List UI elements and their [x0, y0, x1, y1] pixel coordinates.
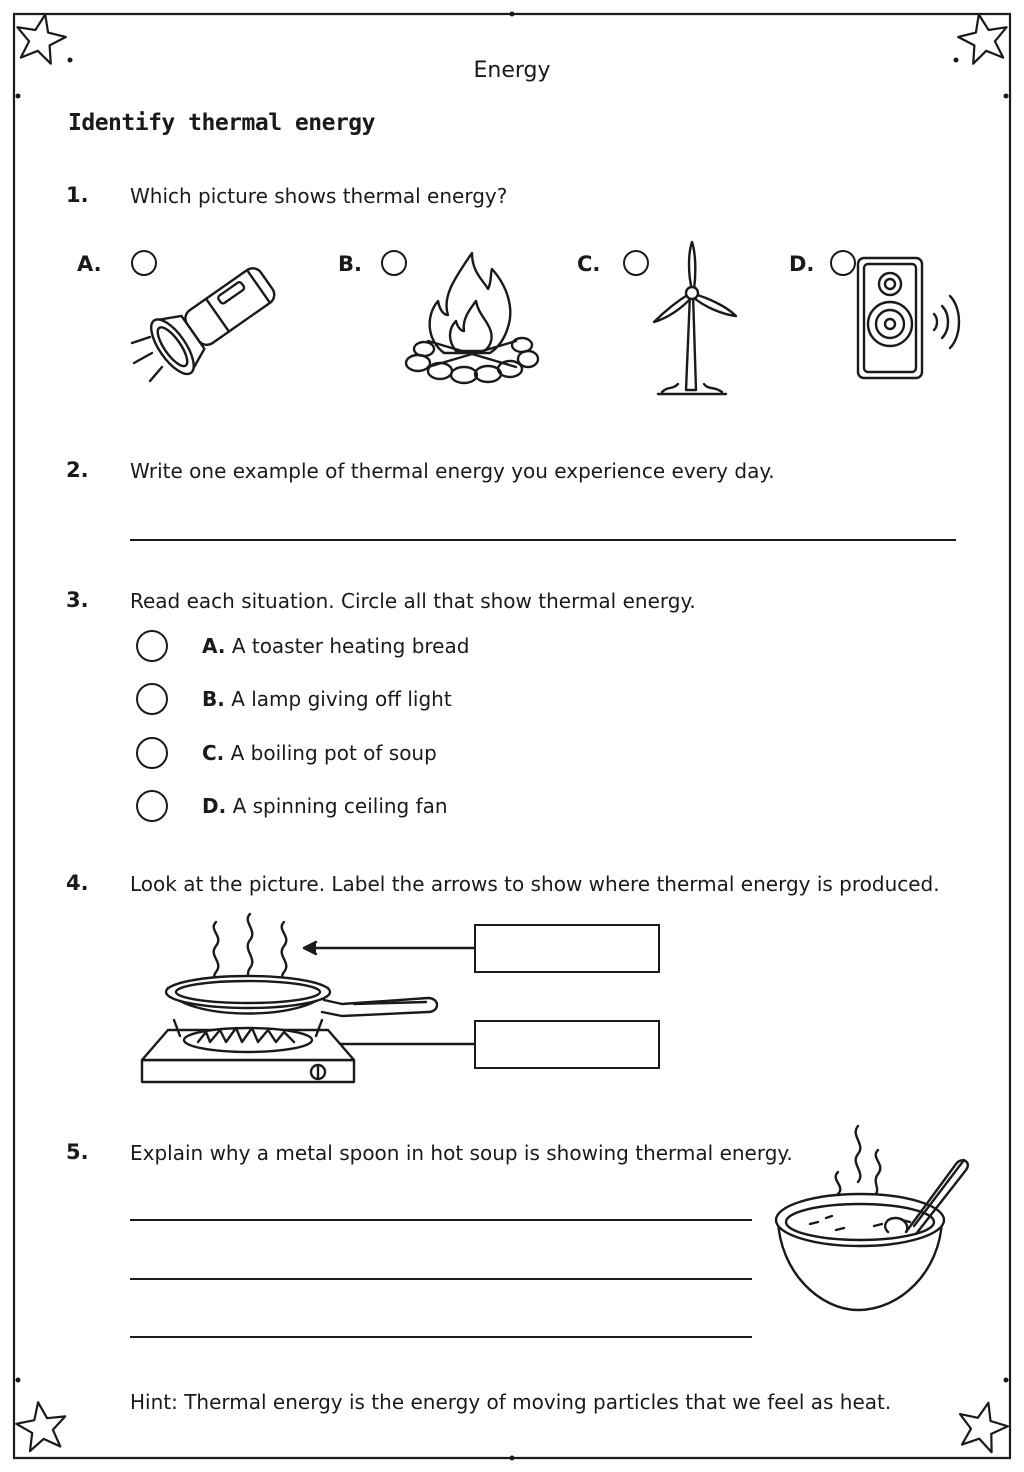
q4-label-box-steam[interactable] [474, 924, 660, 973]
flashlight-icon [120, 265, 280, 390]
border-dot [510, 12, 515, 17]
q3-choice-b-circle[interactable] [136, 683, 168, 715]
page-title: Energy [473, 58, 551, 83]
corner-star-icon [960, 1403, 1008, 1452]
question-3-number: 3. [66, 588, 89, 612]
worksheet-title: Identify thermal energy [68, 110, 375, 136]
q1-option-d-radio[interactable] [830, 250, 856, 276]
q5-answer-line-3[interactable] [130, 1336, 752, 1338]
q3-choice-b: B. A lamp giving off light [202, 687, 452, 711]
question-1-text: Which picture shows thermal energy? [130, 184, 508, 208]
corner-star-icon [958, 15, 1006, 64]
question-4-text: Look at the picture. Label the arrows to show where thermal energy is produced. [130, 872, 940, 896]
frying-pan-on-stove-icon [138, 912, 468, 1088]
q3-choice-a-circle[interactable] [136, 630, 168, 662]
corner-star-icon [17, 15, 65, 64]
q4-label-box-burner[interactable] [474, 1020, 660, 1069]
q1-option-c-radio[interactable] [623, 250, 649, 276]
q3-choice-d: D. A spinning ceiling fan [202, 794, 448, 818]
border-dot [1004, 94, 1009, 99]
question-3-text: Read each situation. Circle all that show thermal energy. [130, 589, 696, 613]
question-1-number: 1. [66, 183, 89, 207]
q2-answer-line[interactable] [130, 539, 956, 541]
border-dot [16, 1378, 21, 1383]
q3-choice-a: A. A toaster heating bread [202, 634, 470, 658]
q5-answer-line-1[interactable] [130, 1219, 752, 1221]
border-dot [1004, 1378, 1009, 1383]
q1-option-d-letter: D. [789, 252, 815, 276]
hot-soup-bowl-icon [770, 1122, 976, 1314]
hint-text: Hint: Thermal energy is the energy of moving particles that we feel as heat. [130, 1390, 892, 1414]
question-2-text: Write one example of thermal energy you experience every day. [130, 459, 775, 483]
q3-choice-c: C. A boiling pot of soup [202, 741, 437, 765]
question-2-number: 2. [66, 458, 89, 482]
wind-turbine-icon [648, 240, 740, 398]
q5-answer-line-2[interactable] [130, 1278, 752, 1280]
corner-star-icon [16, 1402, 65, 1451]
question-5-text: Explain why a metal spoon in hot soup is showing thermal energy. [130, 1141, 793, 1165]
campfire-icon [404, 245, 540, 385]
speaker-icon [854, 252, 974, 382]
question-5-number: 5. [66, 1140, 89, 1164]
q1-option-c-letter: C. [577, 252, 601, 276]
q1-option-b-letter: B. [338, 252, 362, 276]
q1-option-a-letter: A. [77, 252, 102, 276]
q3-choice-d-circle[interactable] [136, 790, 168, 822]
border-dot [16, 94, 21, 99]
question-4-number: 4. [66, 871, 89, 895]
border-dot [510, 1456, 515, 1461]
q3-choice-c-circle[interactable] [136, 737, 168, 769]
